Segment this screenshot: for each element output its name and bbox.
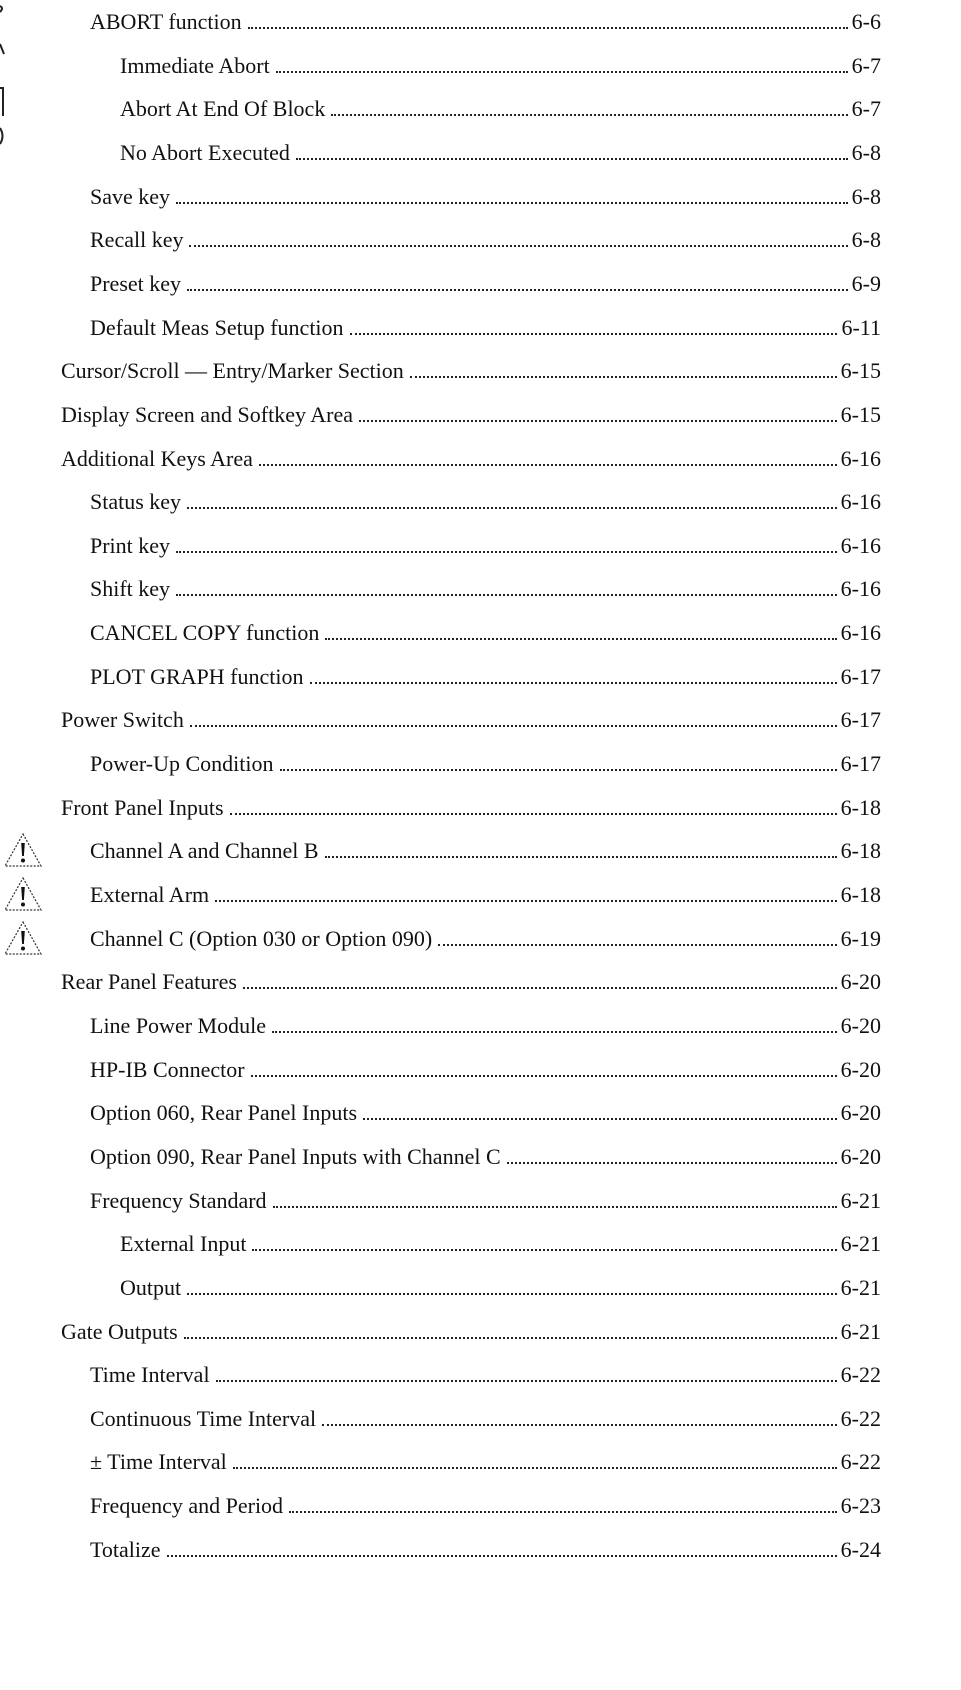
toc-entry-page: 6-20 bbox=[840, 1143, 881, 1169]
toc-entry-title: Abort At End Of Block bbox=[120, 96, 326, 122]
toc-entry-title: Front Panel Inputs bbox=[61, 794, 224, 820]
toc-entry-page: 6-22 bbox=[840, 1405, 881, 1431]
dot-leader bbox=[252, 1249, 836, 1251]
toc-entry[interactable] bbox=[90, 1009, 881, 1043]
dot-leader bbox=[184, 1337, 837, 1339]
dot-leader bbox=[363, 1118, 837, 1120]
toc-entry[interactable] bbox=[90, 223, 881, 257]
toc-entry[interactable] bbox=[120, 49, 881, 83]
toc-entry-page: 6-15 bbox=[840, 401, 881, 427]
toc-entry-page: 6-20 bbox=[840, 1056, 881, 1082]
warning-triangle-icon bbox=[3, 876, 43, 912]
toc-entry-title: Option 060, Rear Panel Inputs bbox=[90, 1100, 358, 1126]
toc-entry-page: 6-16 bbox=[840, 532, 881, 558]
dot-leader bbox=[507, 1162, 837, 1164]
dot-leader bbox=[176, 594, 837, 596]
toc-entry-title: Channel C (Option 030 or Option 090) bbox=[90, 925, 433, 951]
toc-entry[interactable] bbox=[90, 267, 881, 301]
dot-leader bbox=[215, 900, 837, 902]
toc-entry-title: CANCEL COPY function bbox=[90, 620, 320, 646]
toc-entry-page: 6-16 bbox=[840, 620, 881, 646]
toc-entry[interactable] bbox=[120, 1227, 881, 1261]
toc-entry-title: HP-IB Connector bbox=[90, 1056, 245, 1082]
toc-entry-title: Rear Panel Features bbox=[61, 969, 237, 995]
toc-entry-page: 6-23 bbox=[840, 1493, 881, 1519]
toc-entry-title: Output bbox=[120, 1274, 182, 1300]
dot-leader bbox=[187, 1293, 837, 1295]
dot-leader bbox=[167, 1555, 837, 1557]
toc-entry-title: External Input bbox=[120, 1231, 247, 1257]
dot-leader bbox=[230, 813, 837, 815]
toc-entry-title: Immediate Abort bbox=[120, 52, 270, 78]
dot-leader bbox=[325, 638, 836, 640]
toc-entry-title: Frequency and Period bbox=[90, 1493, 284, 1519]
toc-entry[interactable] bbox=[90, 529, 881, 563]
toc-entry[interactable] bbox=[90, 878, 881, 912]
toc-entry-page: 6-9 bbox=[851, 270, 881, 296]
toc-entry[interactable] bbox=[90, 1402, 881, 1436]
toc-entry-title: Display Screen and Softkey Area bbox=[61, 401, 354, 427]
binding-margin-marks bbox=[0, 0, 10, 150]
toc-entry[interactable] bbox=[90, 572, 881, 606]
toc-entry-page: 6-18 bbox=[840, 882, 881, 907]
dot-leader bbox=[276, 71, 848, 73]
toc-entry-title: Status key bbox=[90, 489, 182, 515]
toc-entry[interactable] bbox=[90, 922, 881, 956]
toc-entry-title: Save key bbox=[90, 183, 171, 209]
toc-entry-page: 6-11 bbox=[841, 314, 881, 340]
dot-leader bbox=[273, 1206, 837, 1208]
toc-entry-page: 6-7 bbox=[851, 96, 881, 122]
dot-leader bbox=[310, 682, 837, 684]
toc-entry-page: 6-18 bbox=[840, 794, 881, 820]
toc-entry[interactable] bbox=[90, 1445, 881, 1479]
toc-entry-page: 6-15 bbox=[840, 358, 881, 384]
toc-entry[interactable] bbox=[90, 616, 881, 650]
toc-entry[interactable] bbox=[61, 703, 881, 737]
toc-entry-page: 6-8 bbox=[851, 227, 881, 253]
toc-entry[interactable] bbox=[90, 1096, 881, 1130]
toc-entry-title: PLOT GRAPH function bbox=[90, 663, 304, 689]
dot-leader bbox=[325, 856, 837, 858]
toc-entry-page: 6-17 bbox=[840, 751, 881, 777]
toc-entry-page: 6-19 bbox=[840, 925, 881, 951]
dot-leader bbox=[251, 1075, 837, 1077]
dot-leader bbox=[189, 245, 847, 247]
dot-leader bbox=[216, 1380, 837, 1382]
dot-leader bbox=[248, 27, 848, 29]
dot-leader bbox=[289, 1511, 837, 1513]
toc-entry-page: 6-8 bbox=[851, 183, 881, 209]
toc-entry-page: 6-16 bbox=[840, 489, 881, 515]
toc-entry[interactable] bbox=[120, 1271, 881, 1305]
toc-entry[interactable] bbox=[120, 136, 881, 170]
dot-leader bbox=[176, 202, 848, 204]
toc-entry[interactable] bbox=[120, 92, 881, 126]
toc-entry-title: Print key bbox=[90, 532, 171, 558]
toc-entry-page: 6-22 bbox=[840, 1362, 881, 1388]
warning-triangle-icon bbox=[3, 832, 43, 868]
toc-entry[interactable] bbox=[90, 1489, 881, 1523]
toc-entry-title: Preset key bbox=[90, 270, 182, 296]
dot-leader bbox=[187, 289, 848, 291]
dot-leader bbox=[296, 158, 848, 160]
toc-entry-title: Default Meas Setup function bbox=[90, 314, 344, 340]
toc-entry-page: 6-18 bbox=[840, 838, 881, 864]
toc-entry-page: 6-17 bbox=[840, 707, 881, 733]
dot-leader bbox=[259, 464, 837, 466]
toc-entry-title: Frequency Standard bbox=[90, 1187, 267, 1213]
toc-entry[interactable] bbox=[90, 1140, 881, 1174]
toc-entry-title: Option 090, Rear Panel Inputs with Channel C bbox=[90, 1143, 501, 1169]
toc-entry-page: 6-16 bbox=[840, 576, 881, 602]
toc-entry-title: ABORT function bbox=[90, 9, 242, 34]
dot-leader bbox=[176, 551, 837, 553]
toc-entry[interactable] bbox=[61, 354, 881, 388]
toc-entry[interactable] bbox=[61, 791, 881, 825]
toc-entry-title: Recall key bbox=[90, 227, 184, 253]
toc-entry[interactable] bbox=[90, 5, 881, 39]
toc-entry-page: 6-17 bbox=[840, 663, 881, 689]
toc-entry-title: Additional Keys Area bbox=[61, 445, 253, 471]
toc-entry-title: Line Power Module bbox=[90, 1012, 266, 1038]
dot-leader bbox=[359, 420, 837, 422]
toc-entry-page: 6-21 bbox=[840, 1274, 881, 1300]
toc-entry-title: Channel A and Channel B bbox=[90, 838, 319, 864]
toc-entry-page: 6-8 bbox=[851, 139, 881, 165]
toc-entry[interactable] bbox=[61, 442, 881, 476]
toc-entry[interactable] bbox=[61, 1315, 881, 1349]
toc-entry-title: Totalize bbox=[90, 1536, 161, 1562]
toc-entry[interactable] bbox=[90, 747, 881, 781]
toc-entry-page: 6-7 bbox=[851, 52, 881, 78]
dot-leader bbox=[438, 944, 836, 946]
toc-entry-page: 6-6 bbox=[851, 9, 881, 34]
toc-entry[interactable] bbox=[90, 1358, 881, 1392]
toc-entry[interactable] bbox=[90, 1533, 881, 1567]
dot-leader bbox=[243, 987, 837, 989]
toc-entry[interactable] bbox=[90, 180, 881, 214]
toc-entry-title: ± Time Interval bbox=[90, 1449, 227, 1475]
toc-entry[interactable] bbox=[90, 660, 881, 694]
dot-leader bbox=[322, 1424, 837, 1426]
toc-entry-page: 6-16 bbox=[840, 445, 881, 471]
toc-entry-title: Cursor/Scroll — Entry/Marker Section bbox=[61, 358, 404, 384]
toc-entry-page: 6-20 bbox=[840, 969, 881, 995]
toc-entry-page: 6-20 bbox=[840, 1012, 881, 1038]
toc-entry-title: Continuous Time Interval bbox=[90, 1405, 317, 1431]
toc-entry-page: 6-20 bbox=[840, 1100, 881, 1126]
dot-leader bbox=[410, 376, 837, 378]
warning-triangle-icon bbox=[3, 920, 43, 956]
toc-entry-title: No Abort Executed bbox=[120, 139, 290, 165]
toc-entry[interactable] bbox=[90, 1184, 881, 1218]
dot-leader bbox=[233, 1467, 837, 1469]
toc-entry-title: Time Interval bbox=[90, 1362, 210, 1388]
dot-leader bbox=[280, 769, 837, 771]
dot-leader bbox=[350, 333, 838, 335]
toc-entry-title: Gate Outputs bbox=[61, 1318, 178, 1344]
toc-entry[interactable] bbox=[90, 834, 881, 868]
toc-entry-title: External Arm bbox=[90, 882, 210, 907]
toc-entry-page: 6-24 bbox=[840, 1536, 881, 1562]
toc-entry-page: 6-21 bbox=[840, 1187, 881, 1213]
dot-leader bbox=[272, 1031, 837, 1033]
toc-entry[interactable] bbox=[90, 311, 881, 345]
dot-leader bbox=[190, 725, 837, 727]
toc-entry-page: 6-21 bbox=[840, 1318, 881, 1344]
toc-entry[interactable] bbox=[90, 485, 881, 519]
toc-entry[interactable] bbox=[90, 1053, 881, 1087]
dot-leader bbox=[331, 114, 847, 116]
toc-entry-title: Shift key bbox=[90, 576, 171, 602]
toc-entry[interactable] bbox=[61, 398, 881, 432]
toc-entry-title: Power-Up Condition bbox=[90, 751, 274, 777]
toc-entry-page: 6-22 bbox=[840, 1449, 881, 1475]
toc-entry-title: Power Switch bbox=[61, 707, 184, 733]
toc-entry[interactable] bbox=[61, 965, 881, 999]
toc-entry-page: 6-21 bbox=[840, 1231, 881, 1257]
dot-leader bbox=[187, 507, 837, 509]
